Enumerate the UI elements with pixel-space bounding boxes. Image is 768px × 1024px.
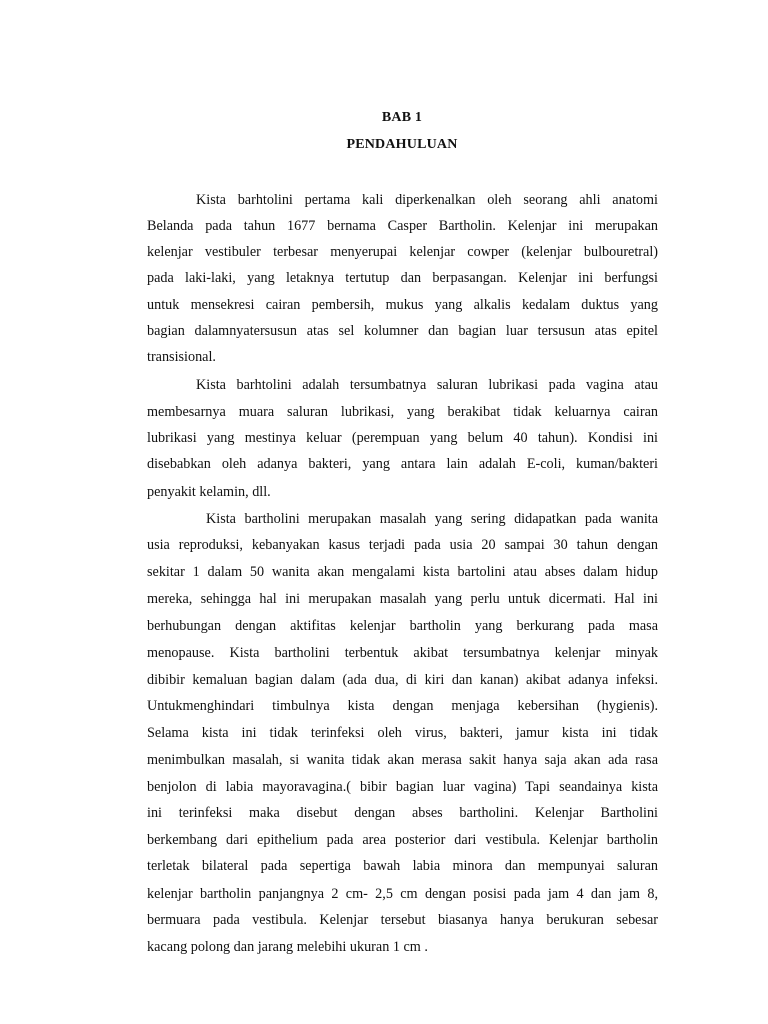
paragraph-line: kelenjar vestibuler terbesar menyerupai kelenjar cowper (kelenjar bulbouretral)	[147, 244, 658, 260]
paragraph-line: terletak bilateral pada sepertiga bawah labia minora dan mempunyai saluran	[147, 858, 658, 874]
paragraph-line: kelenjar bartholin panjangnya 2 cm- 2,5 cm dengan posisi pada jam 4 dan jam 8,	[147, 886, 658, 902]
paragraph-line: transisional.	[147, 349, 216, 365]
paragraph-line: benjolon di labia mayoravagina.( bibir bagian luar vagina) Tapi seandainya kista	[147, 779, 658, 795]
paragraph-line: bermuara pada vestibula. Kelenjar tersebut biasanya hanya berukuran sebesar	[147, 912, 658, 928]
paragraph-line: menimbulkan masalah, si wanita tidak akan merasa sakit hanya saja akan ada rasa	[147, 752, 658, 768]
paragraph-line: Untukmenghindari timbulnya kista dengan menjaga kebersihan (hygienis).	[147, 698, 658, 714]
paragraph-line: dibibir kemaluan bagian dalam (ada dua, di kiri dan kanan) akibat adanya infeksi.	[147, 672, 658, 688]
paragraph-line: sekitar 1 dalam 50 wanita akan mengalami kista bartolini atau abses dalam hidup	[147, 564, 658, 580]
paragraph-line: Kista barhtolini pertama kali diperkenalkan oleh seorang ahli anatomi	[196, 192, 658, 208]
paragraph-line: ini terinfeksi maka disebut dengan abses bartholini. Kelenjar Bartholini	[147, 805, 658, 821]
paragraph-line: menopause. Kista bartholini terbentuk akibat tersumbatnya kelenjar minyak	[147, 645, 658, 661]
chapter-number: BAB 1	[381, 110, 423, 125]
chapter-title: PENDAHULUAN	[346, 137, 458, 152]
paragraph-line: usia reproduksi, kebanyakan kasus terjadi pada usia 20 sampai 30 tahun dengan	[147, 537, 658, 553]
paragraph-line: Selama kista ini tidak terinfeksi oleh virus, bakteri, jamur kista ini tidak	[147, 725, 658, 741]
paragraph-line: Belanda pada tahun 1677 bernama Casper Bartholin. Kelenjar ini merupakan	[147, 218, 658, 234]
paragraph-line: Kista barhtolini adalah tersumbatnya saluran lubrikasi pada vagina atau	[196, 377, 658, 393]
paragraph-line: kacang polong dan jarang melebihi ukuran 1 cm .	[147, 939, 428, 955]
paragraph-line: berhubungan dengan aktifitas kelenjar bartholin yang berkurang pada masa	[147, 618, 658, 634]
paragraph-line: membesarnya muara saluran lubrikasi, yang berakibat tidak keluarnya cairan	[147, 404, 658, 420]
paragraph-line: lubrikasi yang mestinya keluar (perempuan yang belum 40 tahun). Kondisi ini	[147, 430, 658, 446]
paragraph-line: mereka, sehingga hal ini merupakan masalah yang perlu untuk dicermati. Hal ini	[147, 591, 658, 607]
paragraph-line: disebabkan oleh adanya bakteri, yang antara lain adalah E-coli, kuman/bakteri	[147, 456, 658, 472]
paragraph-line: Kista bartholini merupakan masalah yang sering didapatkan pada wanita	[206, 511, 658, 527]
paragraph-line: untuk mensekresi cairan pembersih, mukus yang alkalis kedalam duktus yang	[147, 297, 658, 313]
paragraph-line: berkembang dari epithelium pada area posterior dari vestibula. Kelenjar bartholin	[147, 832, 658, 848]
paragraph-line: bagian dalamnyatersusun atas sel kolumner dan bagian luar tersusun atas epitel	[147, 323, 658, 339]
paragraph-line: pada laki-laki, yang letaknya tertutup dan berpasangan. Kelenjar ini berfungsi	[147, 270, 658, 286]
paragraph-line: penyakit kelamin, dll.	[147, 484, 271, 500]
